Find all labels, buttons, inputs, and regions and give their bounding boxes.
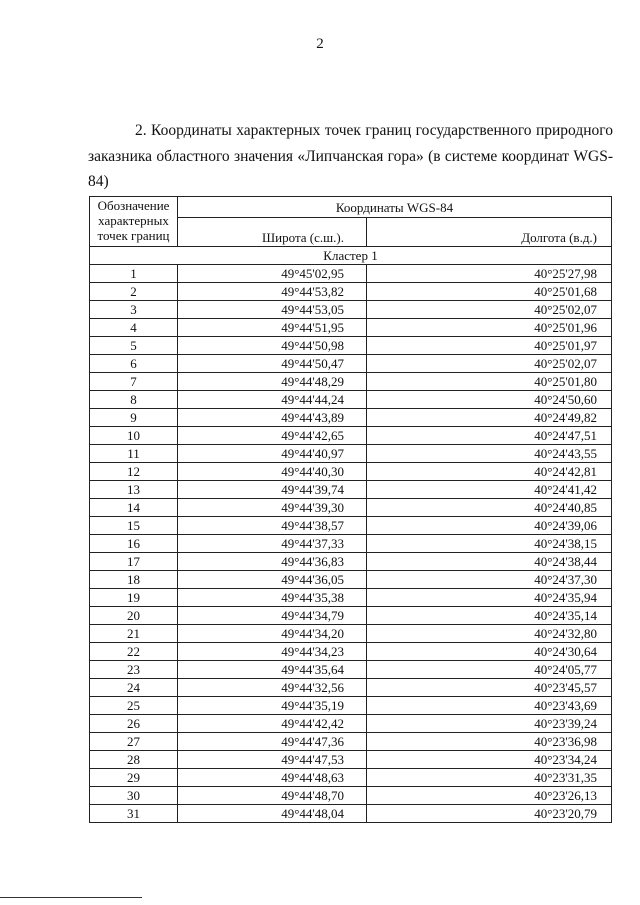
point-number: 17 bbox=[90, 553, 178, 571]
table-row bbox=[90, 733, 612, 751]
table-row bbox=[90, 787, 612, 805]
latitude-cell: 49°44'50,98 bbox=[178, 337, 367, 355]
table-row bbox=[90, 697, 612, 715]
latitude-cell: 49°44'40,97 bbox=[178, 445, 367, 463]
longitude-cell: 40°23'45,57 bbox=[367, 679, 612, 697]
longitude-cell: 40°24'42,81 bbox=[367, 463, 612, 481]
page-number: 2 bbox=[316, 36, 324, 52]
table-row bbox=[90, 337, 612, 355]
latitude-cell: 49°44'35,38 bbox=[178, 589, 367, 607]
table-row bbox=[90, 805, 612, 823]
header-coordinates: Координаты WGS-84 bbox=[178, 197, 612, 218]
point-number: 4 bbox=[90, 319, 178, 337]
table-row bbox=[90, 553, 612, 571]
latitude-cell: 49°44'34,23 bbox=[178, 643, 367, 661]
point-number: 1 bbox=[90, 265, 178, 283]
longitude-cell: 40°25'01,80 bbox=[367, 373, 612, 391]
latitude-cell: 49°44'51,95 bbox=[178, 319, 367, 337]
point-number: 22 bbox=[90, 643, 178, 661]
table-row bbox=[90, 589, 612, 607]
footnote-divider bbox=[0, 897, 142, 898]
longitude-cell: 40°23'34,24 bbox=[367, 751, 612, 769]
latitude-cell: 49°44'35,64 bbox=[178, 661, 367, 679]
point-number: 7 bbox=[90, 373, 178, 391]
point-number: 2 bbox=[90, 283, 178, 301]
point-number: 29 bbox=[90, 769, 178, 787]
longitude-cell: 40°24'49,82 bbox=[367, 409, 612, 427]
longitude-cell: 40°24'47,51 bbox=[367, 427, 612, 445]
longitude-cell: 40°24'30,64 bbox=[367, 643, 612, 661]
table-row bbox=[90, 715, 612, 733]
point-number: 19 bbox=[90, 589, 178, 607]
longitude-cell: 40°24'40,85 bbox=[367, 499, 612, 517]
point-number: 18 bbox=[90, 571, 178, 589]
point-number: 21 bbox=[90, 625, 178, 643]
point-number: 14 bbox=[90, 499, 178, 517]
point-number: 13 bbox=[90, 481, 178, 499]
coordinates-table bbox=[89, 196, 612, 823]
table-row bbox=[90, 409, 612, 427]
point-number: 5 bbox=[90, 337, 178, 355]
latitude-cell: 49°44'35,19 bbox=[178, 697, 367, 715]
table-body bbox=[90, 247, 612, 823]
point-number: 26 bbox=[90, 715, 178, 733]
longitude-cell: 40°24'37,30 bbox=[367, 571, 612, 589]
point-number: 30 bbox=[90, 787, 178, 805]
table-row bbox=[90, 301, 612, 319]
table-row bbox=[90, 373, 612, 391]
table-row bbox=[90, 265, 612, 283]
table-row bbox=[90, 607, 612, 625]
longitude-cell: 40°24'32,80 bbox=[367, 625, 612, 643]
latitude-cell: 49°44'36,83 bbox=[178, 553, 367, 571]
latitude-cell: 49°44'34,20 bbox=[178, 625, 367, 643]
table-row bbox=[90, 643, 612, 661]
point-number: 28 bbox=[90, 751, 178, 769]
longitude-cell: 40°24'05,77 bbox=[367, 661, 612, 679]
table-row bbox=[90, 535, 612, 553]
point-number: 10 bbox=[90, 427, 178, 445]
latitude-cell: 49°44'38,57 bbox=[178, 517, 367, 535]
latitude-cell: 49°44'43,89 bbox=[178, 409, 367, 427]
longitude-cell: 40°25'01,97 bbox=[367, 337, 612, 355]
latitude-cell: 49°44'37,33 bbox=[178, 535, 367, 553]
heading-line-1: 2. Координаты характерных точек границ государственного природного bbox=[135, 122, 613, 139]
point-number: 6 bbox=[90, 355, 178, 373]
table-row bbox=[90, 517, 612, 535]
longitude-cell: 40°23'43,69 bbox=[367, 697, 612, 715]
latitude-cell: 49°44'48,29 bbox=[178, 373, 367, 391]
heading-line-2: заказника областного значения «Липчанская гора» (в системе координат WGS- bbox=[88, 147, 613, 165]
longitude-cell: 40°24'35,94 bbox=[367, 589, 612, 607]
point-number: 8 bbox=[90, 391, 178, 409]
longitude-cell: 40°24'38,15 bbox=[367, 535, 612, 553]
table-row bbox=[90, 319, 612, 337]
table-row bbox=[90, 571, 612, 589]
latitude-cell: 49°44'48,63 bbox=[178, 769, 367, 787]
latitude-cell: 49°44'34,79 bbox=[178, 607, 367, 625]
latitude-cell: 49°44'48,70 bbox=[178, 787, 367, 805]
longitude-cell: 40°24'41,42 bbox=[367, 481, 612, 499]
table-row bbox=[90, 481, 612, 499]
table-row bbox=[90, 679, 612, 697]
point-number: 23 bbox=[90, 661, 178, 679]
longitude-cell: 40°25'02,07 bbox=[367, 301, 612, 319]
table-row bbox=[90, 499, 612, 517]
latitude-cell: 49°44'36,05 bbox=[178, 571, 367, 589]
table-row bbox=[90, 751, 612, 769]
point-number: 9 bbox=[90, 409, 178, 427]
latitude-cell: 49°45'02,95 bbox=[178, 265, 367, 283]
latitude-cell: 49°44'42,65 bbox=[178, 427, 367, 445]
latitude-cell: 49°44'42,42 bbox=[178, 715, 367, 733]
point-number: 31 bbox=[90, 805, 178, 823]
table-row bbox=[90, 427, 612, 445]
longitude-cell: 40°23'36,98 bbox=[367, 733, 612, 751]
latitude-cell: 49°44'48,04 bbox=[178, 805, 367, 823]
table-row bbox=[90, 355, 612, 373]
longitude-cell: 40°25'02,07 bbox=[367, 355, 612, 373]
point-number: 16 bbox=[90, 535, 178, 553]
section-heading bbox=[88, 118, 613, 195]
latitude-cell: 49°44'39,74 bbox=[178, 481, 367, 499]
longitude-cell: 40°25'01,68 bbox=[367, 283, 612, 301]
point-number: 15 bbox=[90, 517, 178, 535]
point-number: 24 bbox=[90, 679, 178, 697]
longitude-cell: 40°23'31,35 bbox=[367, 769, 612, 787]
latitude-cell: 49°44'39,30 bbox=[178, 499, 367, 517]
latitude-cell: 49°44'44,24 bbox=[178, 391, 367, 409]
longitude-cell: 40°23'39,24 bbox=[367, 715, 612, 733]
longitude-cell: 40°24'43,55 bbox=[367, 445, 612, 463]
table-row bbox=[90, 661, 612, 679]
longitude-cell: 40°24'38,44 bbox=[367, 553, 612, 571]
table-row bbox=[90, 769, 612, 787]
header-designation: Обозначение характерных точек границ bbox=[90, 197, 178, 247]
table-row bbox=[90, 463, 612, 481]
longitude-cell: 40°25'27,98 bbox=[367, 265, 612, 283]
cluster-label: Кластер 1 bbox=[90, 247, 612, 265]
latitude-cell: 49°44'53,82 bbox=[178, 283, 367, 301]
table-row bbox=[90, 391, 612, 409]
header-longitude: Долгота (в.д.) bbox=[367, 218, 612, 247]
latitude-cell: 49°44'53,05 bbox=[178, 301, 367, 319]
longitude-cell: 40°23'26,13 bbox=[367, 787, 612, 805]
table-row bbox=[90, 283, 612, 301]
heading-line-3: 84) bbox=[88, 173, 109, 190]
point-number: 11 bbox=[90, 445, 178, 463]
latitude-cell: 49°44'32,56 bbox=[178, 679, 367, 697]
longitude-cell: 40°23'20,79 bbox=[367, 805, 612, 823]
latitude-cell: 49°44'47,36 bbox=[178, 733, 367, 751]
point-number: 20 bbox=[90, 607, 178, 625]
point-number: 27 bbox=[90, 733, 178, 751]
longitude-cell: 40°25'01,96 bbox=[367, 319, 612, 337]
latitude-cell: 49°44'47,53 bbox=[178, 751, 367, 769]
longitude-cell: 40°24'50,60 bbox=[367, 391, 612, 409]
longitude-cell: 40°24'39,06 bbox=[367, 517, 612, 535]
point-number: 25 bbox=[90, 697, 178, 715]
header-latitude: Широта (с.ш.). bbox=[178, 218, 367, 247]
table-row bbox=[90, 625, 612, 643]
longitude-cell: 40°24'35,14 bbox=[367, 607, 612, 625]
latitude-cell: 49°44'40,30 bbox=[178, 463, 367, 481]
latitude-cell: 49°44'50,47 bbox=[178, 355, 367, 373]
table-row bbox=[90, 445, 612, 463]
point-number: 3 bbox=[90, 301, 178, 319]
point-number: 12 bbox=[90, 463, 178, 481]
